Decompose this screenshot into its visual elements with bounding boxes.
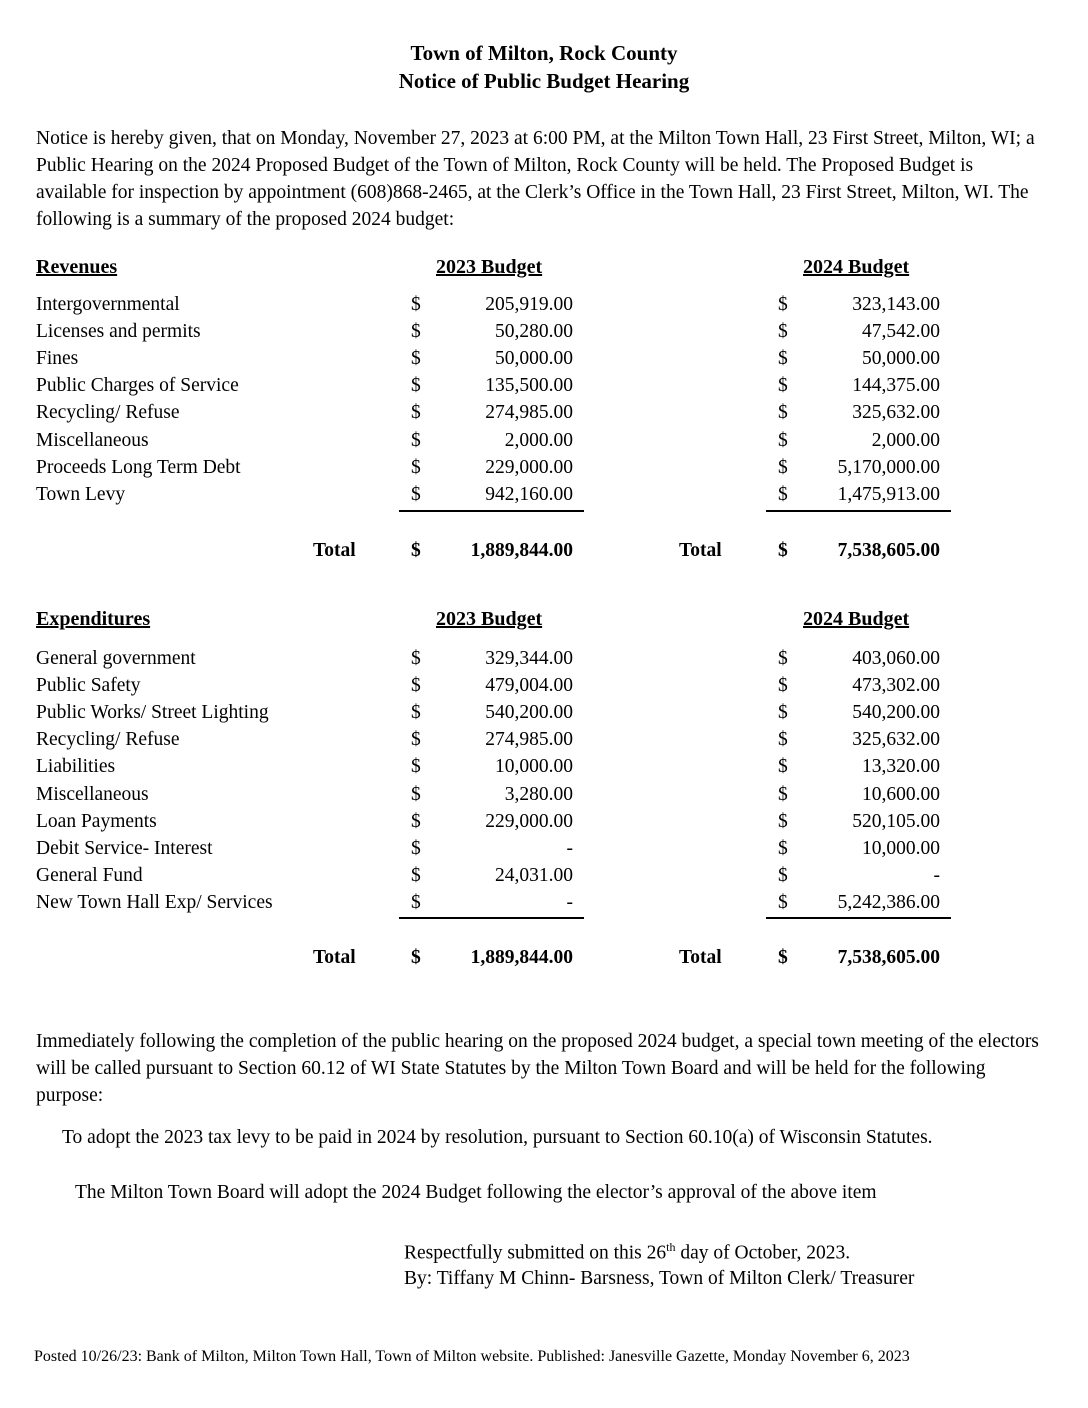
revenue-row-label: Public Charges of Service xyxy=(36,375,239,397)
expenditure-row-amount-2023: 540,200.00 xyxy=(485,702,573,724)
submitted-ordinal: th xyxy=(666,1240,676,1254)
revenue-row-amount-2023: 135,500.00 xyxy=(485,375,573,397)
expenditure-row-currency-2024: $ xyxy=(778,756,788,778)
expenditures-heading: Expenditures xyxy=(36,608,151,630)
expenditure-row-amount-2023: 479,004.00 xyxy=(485,675,573,697)
revenues-total-label-2023: Total xyxy=(313,540,356,561)
revenue-row-label: Intergovernmental xyxy=(36,294,180,315)
expenditure-row-label: New Town Hall Exp/ Services xyxy=(36,891,273,913)
expenditure-row-currency-2023: $ xyxy=(411,891,421,913)
revenue-row-amount-2023: 942,160.00 xyxy=(485,483,573,505)
revenue-row-currency-2024: $ xyxy=(778,483,788,505)
expenditure-row-amount-2024: 5,242,386.00 xyxy=(837,891,940,913)
revenue-row-currency-2023: $ xyxy=(411,294,421,315)
revenue-row-label: Fines xyxy=(36,348,79,370)
expenditure-row-currency-2024: $ xyxy=(778,675,788,697)
expenditure-row-amount-2024: 473,302.00 xyxy=(852,675,940,697)
expenditure-row-amount-2024: - xyxy=(933,864,940,886)
expenditures-total-label-2024: Total xyxy=(679,947,722,968)
expenditure-row-amount-2023: 229,000.00 xyxy=(485,810,573,832)
expenditure-row-label: General government xyxy=(36,648,196,669)
revenue-row-amount-2024: 2,000.00 xyxy=(871,429,940,451)
expenditure-row-currency-2024: $ xyxy=(778,891,788,913)
expenditure-row-amount-2023: 24,031.00 xyxy=(495,864,573,886)
expenditure-row-amount-2024: 403,060.00 xyxy=(852,648,940,669)
revenue-row-amount-2023: 205,919.00 xyxy=(485,294,573,315)
revenue-row-currency-2024: $ xyxy=(778,294,788,315)
revenue-row-currency-2024: $ xyxy=(778,402,788,424)
expenditure-row-amount-2023: 329,344.00 xyxy=(485,648,573,669)
revenue-row-amount-2023: 2,000.00 xyxy=(504,429,573,451)
expenditure-row-amount-2024: 520,105.00 xyxy=(852,810,940,832)
revenue-row-currency-2023: $ xyxy=(411,348,421,370)
expenditure-row-label: General Fund xyxy=(36,864,143,886)
expenditure-row-currency-2023: $ xyxy=(411,837,421,859)
expenditure-row-currency-2023: $ xyxy=(411,675,421,697)
revenues-2024-total-rule xyxy=(766,510,951,512)
expenditure-row-amount-2023: 10,000.00 xyxy=(495,756,573,778)
expenditure-row-amount-2024: 10,000.00 xyxy=(862,837,940,859)
revenue-row-amount-2023: 50,280.00 xyxy=(495,321,573,343)
expenditure-row-currency-2023: $ xyxy=(411,648,421,669)
revenue-row-currency-2024: $ xyxy=(778,429,788,451)
revenue-row-amount-2024: 50,000.00 xyxy=(862,348,940,370)
expenditure-row-currency-2024: $ xyxy=(778,729,788,751)
expenditures-total-label-2023: Total xyxy=(313,947,356,968)
expenditure-row-currency-2023: $ xyxy=(411,783,421,805)
submitted-date: day of October, 2023. xyxy=(675,1242,851,1264)
revenue-row-currency-2024: $ xyxy=(778,348,788,370)
expenditure-row-amount-2024: 325,632.00 xyxy=(852,729,940,751)
expenditure-row-currency-2024: $ xyxy=(778,864,788,886)
revenue-row-currency-2023: $ xyxy=(411,429,421,451)
expenditure-row-amount-2024: 10,600.00 xyxy=(862,783,940,805)
revenues-total-currency-2023: $ xyxy=(411,540,421,561)
revenue-row-currency-2023: $ xyxy=(411,375,421,397)
expenditure-row-label: Recycling/ Refuse xyxy=(36,729,180,751)
expenditure-row-label: Debit Service- Interest xyxy=(36,837,213,859)
revenue-row-amount-2024: 323,143.00 xyxy=(852,294,940,315)
revenues-total-2024: 7,538,605.00 xyxy=(837,540,940,561)
expenditure-row-currency-2023: $ xyxy=(411,702,421,724)
revenue-row-amount-2023: 50,000.00 xyxy=(495,348,573,370)
revenues-col-2024: 2024 Budget xyxy=(803,256,910,278)
revenue-row-amount-2024: 5,170,000.00 xyxy=(837,456,940,478)
expenditure-row-currency-2023: $ xyxy=(411,864,421,886)
revenues-total-currency-2024: $ xyxy=(778,540,788,561)
expenditure-row-currency-2024: $ xyxy=(778,783,788,805)
revenue-row-currency-2023: $ xyxy=(411,456,421,478)
posting-footer: Posted 10/26/23: Bank of Milton, Milton Town Hall, Town of Milton website. Published: Janesville Gazette, Monday November 6, 2023 xyxy=(34,1348,910,1365)
expenditure-row-amount-2024: 540,200.00 xyxy=(852,702,940,724)
signature-line: By: Tiffany M Chinn- Barsness, Town of Milton Clerk/ Treasurer xyxy=(404,1268,915,1289)
expenditures-total-2024: 7,538,605.00 xyxy=(837,947,940,968)
document-subtitle: Notice of Public Budget Hearing xyxy=(398,69,690,93)
expenditures-total-2023: 1,889,844.00 xyxy=(470,947,573,968)
revenue-row-label: Recycling/ Refuse xyxy=(36,402,180,424)
expenditures-col-2023: 2023 Budget xyxy=(436,608,543,630)
expenditures-2023-total-rule xyxy=(399,917,584,919)
revenue-row-amount-2024: 325,632.00 xyxy=(852,402,940,424)
expenditure-row-label: Public Works/ Street Lighting xyxy=(36,702,269,724)
expenditures-total-currency-2023: $ xyxy=(411,947,421,968)
expenditure-row-amount-2023: 274,985.00 xyxy=(485,729,573,751)
revenue-row-label: Miscellaneous xyxy=(36,429,149,451)
revenue-row-currency-2024: $ xyxy=(778,456,788,478)
revenues-2023-total-rule xyxy=(399,510,584,512)
revenues-total-2023: 1,889,844.00 xyxy=(470,540,573,561)
expenditure-row-amount-2023: 3,280.00 xyxy=(504,783,573,805)
purpose-line: To adopt the 2023 tax levy to be paid in 2024 by resolution, pursuant to Section 60.10(a) of Wisconsin Statutes. xyxy=(62,1127,933,1148)
revenue-row-amount-2024: 144,375.00 xyxy=(852,375,940,397)
revenue-row-amount-2023: 229,000.00 xyxy=(485,456,573,478)
revenues-total-label-2024: Total xyxy=(679,540,722,561)
expenditures-2024-total-rule xyxy=(766,917,951,919)
revenue-row-currency-2023: $ xyxy=(411,402,421,424)
expenditure-row-currency-2024: $ xyxy=(778,702,788,724)
revenue-row-label: Town Levy xyxy=(36,483,126,505)
expenditure-row-amount-2024: 13,320.00 xyxy=(862,756,940,778)
expenditure-row-amount-2023: - xyxy=(566,891,573,913)
expenditure-row-currency-2023: $ xyxy=(411,810,421,832)
revenue-row-amount-2024: 47,542.00 xyxy=(862,321,940,343)
revenue-row-currency-2023: $ xyxy=(411,483,421,505)
revenue-row-label: Proceeds Long Term Debt xyxy=(36,456,241,478)
revenue-row-amount-2024: 1,475,913.00 xyxy=(837,483,940,505)
expenditure-row-currency-2024: $ xyxy=(778,810,788,832)
expenditure-row-label: Liabilities xyxy=(36,756,116,778)
revenue-row-currency-2024: $ xyxy=(778,321,788,343)
expenditure-row-currency-2023: $ xyxy=(411,729,421,751)
expenditures-total-currency-2024: $ xyxy=(778,947,788,968)
expenditure-row-label: Loan Payments xyxy=(36,810,157,832)
expenditures-col-2024: 2024 Budget xyxy=(803,608,910,630)
expenditure-row-label: Miscellaneous xyxy=(36,783,149,805)
expenditure-row-amount-2023: - xyxy=(566,837,573,859)
submitted-text: Respectfully submitted on this 26 xyxy=(404,1242,667,1264)
intro-paragraph: Notice is hereby given, that on Monday, November 27, 2023 at 6:00 PM, at the Milton Town Hall, 23 First Street, Milton, WI; a Public Hearing on the 2024 Proposed Budget of the Town of Milton, Rock County will be held. The Proposed Budget is available for inspection by appointment (608)868-2465, at the Clerk’s Office in the Town Hall, 23 First Street, Milton, WI. The following is a summary of the proposed 2024 budget: xyxy=(36,128,1035,230)
revenue-row-currency-2024: $ xyxy=(778,375,788,397)
expenditure-row-label: Public Safety xyxy=(36,675,141,697)
revenue-row-currency-2023: $ xyxy=(411,321,421,343)
special-meeting-paragraph: Immediately following the completion of the public hearing on the proposed 2024 budget, a special town meeting of the electors will be called pursuant to Section 60.12 of WI State Statutes by the Milton Town Board and will be held for the following purpose: xyxy=(36,1031,1039,1106)
revenues-heading: Revenues xyxy=(36,256,118,278)
expenditure-row-currency-2023: $ xyxy=(411,756,421,778)
document-title: Town of Milton, Rock County xyxy=(410,41,678,65)
revenues-col-2023: 2023 Budget xyxy=(436,256,543,278)
adopt-line: The Milton Town Board will adopt the 2024 Budget following the elector’s approval of the above item xyxy=(75,1182,877,1203)
expenditure-row-currency-2024: $ xyxy=(778,837,788,859)
submitted-line xyxy=(404,1240,850,1265)
expenditure-row-currency-2024: $ xyxy=(778,648,788,669)
revenue-row-label: Licenses and permits xyxy=(36,321,201,343)
revenue-row-amount-2023: 274,985.00 xyxy=(485,402,573,424)
